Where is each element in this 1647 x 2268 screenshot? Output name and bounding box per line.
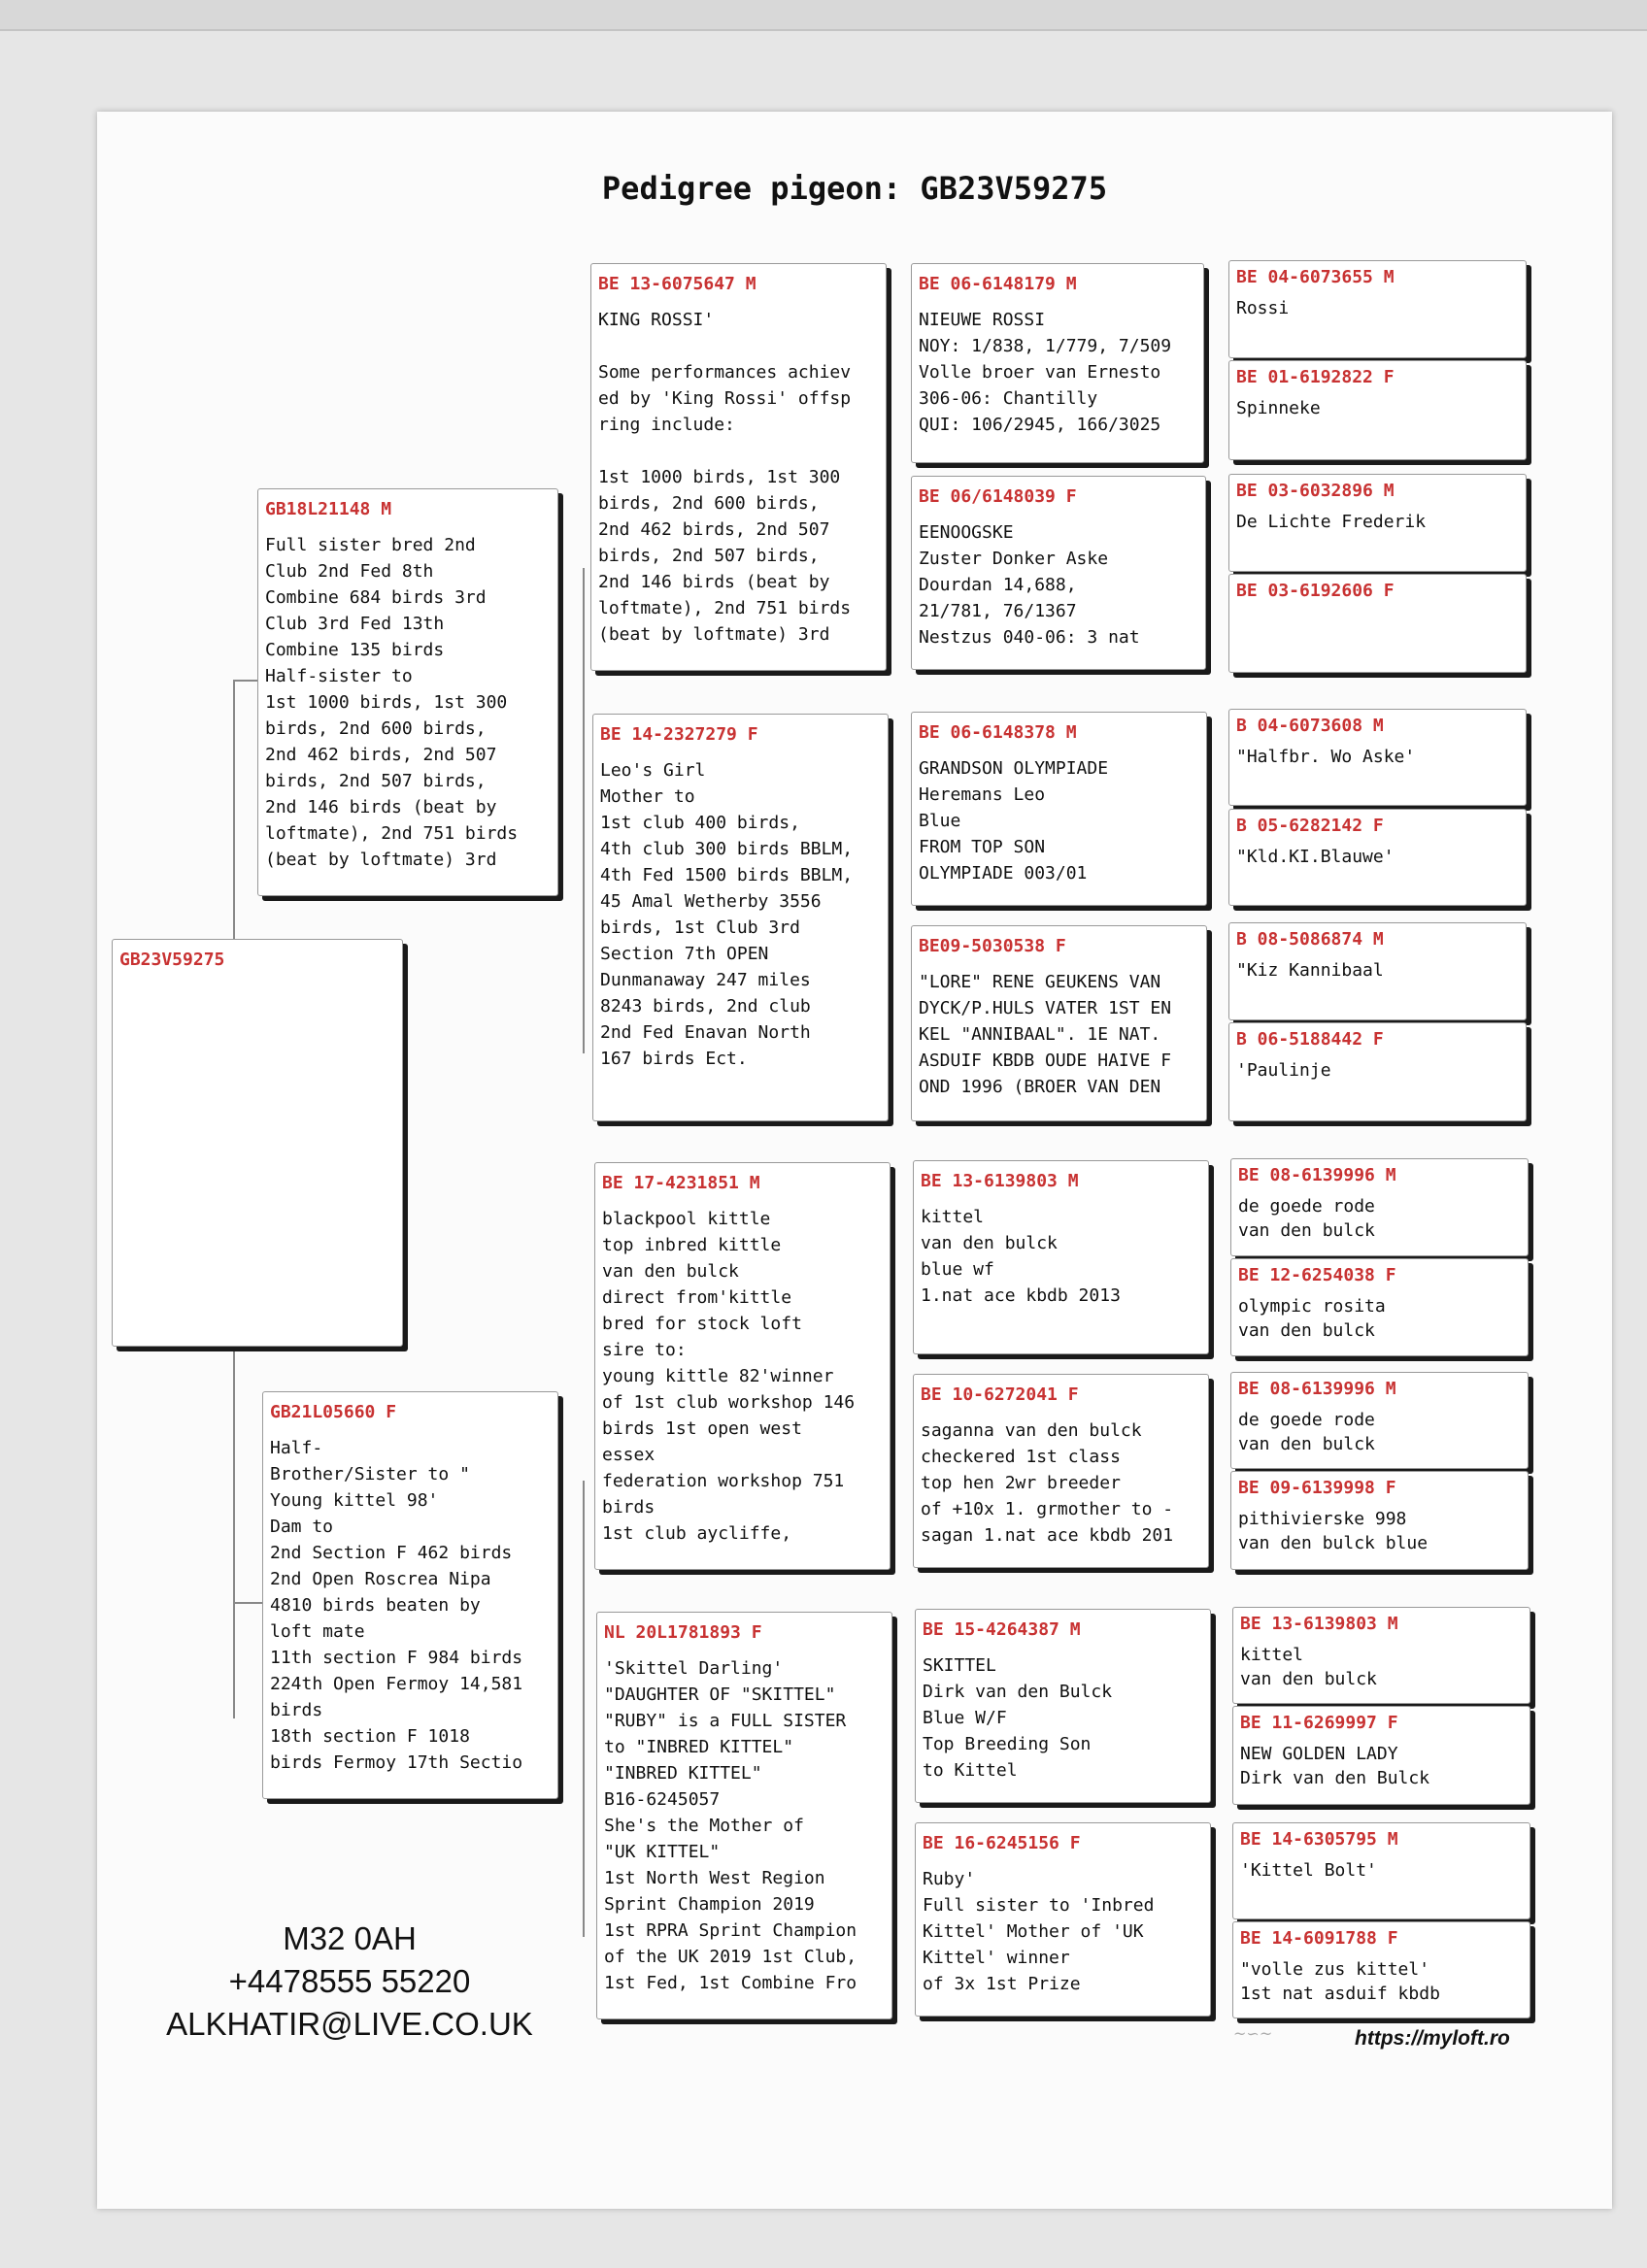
ring-number: B 05-6282142 F xyxy=(1236,816,1384,836)
fourth-gen-card[interactable] xyxy=(1230,1158,1529,1256)
ring-number: BE 01-6192822 F xyxy=(1236,367,1395,387)
ring-number: BE 03-6192606 F xyxy=(1236,581,1395,601)
pigeon-info: "Kld.KI.Blauwe' xyxy=(1236,847,1395,867)
pigeon-info: 'Paulinje xyxy=(1236,1060,1331,1081)
ring-number: BE 13-6139803 M xyxy=(1240,1614,1398,1634)
great-grandparent-card[interactable] xyxy=(911,925,1207,1121)
contact-email: ALKHATIR@LIVE.CO.UK xyxy=(166,2006,533,2042)
ring-number: B 08-5086874 M xyxy=(1236,929,1384,950)
great-grandparent-card[interactable] xyxy=(913,1160,1209,1354)
fourth-gen-card[interactable] xyxy=(1232,1822,1530,1919)
pigeon-info: "Kiz Kannibaal xyxy=(1236,960,1384,981)
connector-line xyxy=(233,1602,262,1604)
pigeon-info: Half- Brother/Sister to " Young kittel 98' Dam to 2nd Section F 462 birds 2nd Open Roscrea Nipa 4810 birds beaten by loft mate 11th section F 984 birds 224th Open Fermoy 14,581 birds 18th section F 1018 birds Fermoy 17th Sectio xyxy=(270,1438,523,1773)
ring-number: BE 15-4264387 M xyxy=(923,1619,1081,1640)
ring-number: BE 12-6254038 F xyxy=(1238,1265,1396,1285)
pigeon-info xyxy=(119,983,398,1344)
fourth-gen-card[interactable] xyxy=(1228,1022,1527,1121)
signature-mark: ~∽~ xyxy=(1233,2024,1273,2043)
ring-number: BE 10-6272041 F xyxy=(921,1384,1079,1405)
pedigree-page xyxy=(97,112,1612,2209)
pigeon-info: NEW GOLDEN LADY Dirk van den Bulck xyxy=(1240,1744,1430,1788)
ring-number: BE 06-6148179 M xyxy=(919,274,1077,294)
ring-number: BE 11-6269997 F xyxy=(1240,1713,1398,1733)
pigeon-info: kittel van den bulck xyxy=(1240,1645,1377,1689)
pigeon-info: NIEUWE ROSSI NOY: 1/838, 1/779, 7/509 Volle broer van Ernesto 306-06: Chantilly QUI: 106/2945, 166/3025 xyxy=(919,310,1172,435)
sire-card[interactable] xyxy=(257,488,558,896)
ring-number: BE 04-6073655 M xyxy=(1236,267,1395,287)
pigeon-info: SKITTEL Dirk van den Bulck Blue W/F Top Breeding Son to Kittel xyxy=(923,1655,1113,1781)
great-grandparent-card[interactable] xyxy=(911,476,1206,670)
ring-number: BE 08-6139996 M xyxy=(1238,1379,1396,1399)
ring-number: BE 08-6139996 M xyxy=(1238,1165,1396,1185)
ring-number: BE 14-6305795 M xyxy=(1240,1829,1398,1850)
fourth-gen-card[interactable] xyxy=(1232,1607,1530,1704)
pigeon-info: kittel van den bulck blue wf 1.nat ace kbdb 2013 xyxy=(921,1207,1121,1306)
grandparent-card[interactable] xyxy=(590,263,887,671)
pigeon-info: de goede rode van den bulck xyxy=(1238,1196,1375,1241)
fourth-gen-card[interactable] xyxy=(1230,1471,1529,1570)
ring-number: NL 20L1781893 F xyxy=(604,1622,762,1643)
fourth-gen-card[interactable] xyxy=(1228,574,1527,673)
fourth-gen-card[interactable] xyxy=(1230,1258,1529,1356)
fourth-gen-card[interactable] xyxy=(1232,1921,1530,2018)
fourth-gen-card[interactable] xyxy=(1228,809,1527,906)
pigeon-info: Rossi xyxy=(1236,298,1290,318)
pigeon-info: "volle zus kittel' 1st nat asduif kbdb xyxy=(1240,1959,1440,2004)
grandparent-card[interactable] xyxy=(594,1162,891,1570)
connector-line xyxy=(583,1481,585,1937)
ring-number: B 04-6073608 M xyxy=(1236,716,1384,736)
great-grandparent-card[interactable] xyxy=(911,712,1207,906)
pigeon-info: GRANDSON OLYMPIADE Heremans Leo Blue FROM TOP SON OLYMPIADE 003/01 xyxy=(919,758,1109,884)
pigeon-info: EENOOGSKE Zuster Donker Aske Dourdan 14,688, 21/781, 76/1367 Nestzus 040-06: 3 nat xyxy=(919,522,1140,648)
grandparent-card[interactable] xyxy=(596,1612,892,2019)
pigeon-info: Leo's Girl Mother to 1st club 400 birds, 4th club 300 birds BBLM, 4th Fed 1500 birds BBLM, 45 Amal Wetherby 3556 birds, 1st Club 3rd Section 7th OPEN Dunmanaway 247 miles 8243 birds, 2nd club 2nd Fed Enavan North 167 birds Ect. xyxy=(600,760,854,1069)
fourth-gen-card[interactable] xyxy=(1228,709,1527,806)
great-grandparent-card[interactable] xyxy=(911,263,1204,463)
ring-number: BE 14-6091788 F xyxy=(1240,1928,1398,1949)
ring-number: BE 09-6139998 F xyxy=(1238,1478,1396,1498)
pigeon-info: saganna van den bulck checkered 1st class top hen 2wr breeder of +10x 1. grmother to - sagan 1.nat ace kbdb 201 xyxy=(921,1420,1174,1546)
ring-number: BE 06/6148039 F xyxy=(919,486,1077,507)
ring-number: BE 14-2327279 F xyxy=(600,724,758,745)
pigeon-info: olympic rosita van den bulck xyxy=(1238,1296,1386,1341)
fourth-gen-card[interactable] xyxy=(1230,1372,1529,1469)
ring-number: B 06-5188442 F xyxy=(1236,1029,1384,1050)
fourth-gen-card[interactable] xyxy=(1228,360,1527,460)
grandparent-card[interactable] xyxy=(592,714,889,1121)
fourth-gen-card[interactable] xyxy=(1228,474,1527,572)
pigeon-info: De Lichte Frederik xyxy=(1236,512,1427,532)
page-title: Pedigree pigeon: GB23V59275 xyxy=(601,170,1108,207)
ring-number: BE 06-6148378 M xyxy=(919,722,1077,743)
ring-number: BE 13-6139803 M xyxy=(921,1171,1079,1191)
ring-number: BE 17-4231851 M xyxy=(602,1173,760,1193)
subject-card[interactable] xyxy=(112,939,403,1347)
great-grandparent-card[interactable] xyxy=(913,1374,1209,1568)
pigeon-info: 'Kittel Bolt' xyxy=(1240,1860,1377,1881)
ring-number: GB18L21148 M xyxy=(265,499,392,519)
connector-line xyxy=(583,568,585,1053)
ring-number: GB21L05660 F xyxy=(270,1402,397,1422)
pigeon-info: de goede rode van den bulck xyxy=(1238,1410,1375,1454)
pigeon-info: 'Skittel Darling' "DAUGHTER OF "SKITTEL" "RUBY" is a FULL SISTER to "INBRED KITTEL" "INBRED KITTEL" B16-6245057 She's the Mother of "UK KITTEL" 1st North West Region Sprint Champion 2019 1st RPRA Sprint Champion of the UK 2019 1st Club, 1st Fed, 1st Combine Fro xyxy=(604,1658,857,1993)
ring-number: GB23V59275 xyxy=(119,950,225,970)
ring-number: BE 03-6032896 M xyxy=(1236,481,1395,501)
pigeon-info xyxy=(1236,610,1522,670)
pigeon-info: Spinneke xyxy=(1236,398,1321,418)
ring-number: BE 13-6075647 M xyxy=(598,274,756,294)
scan-edge xyxy=(0,0,1647,31)
pigeon-info: "Halfbr. Wo Aske' xyxy=(1236,747,1416,767)
great-grandparent-card[interactable] xyxy=(915,1822,1211,2017)
pigeon-info: pithivierske 998 van den bulck blue xyxy=(1238,1509,1429,1553)
fourth-gen-card[interactable] xyxy=(1232,1706,1530,1805)
contact-postcode: M32 0AH xyxy=(283,1920,417,1956)
pigeon-info: KING ROSSI' Some performances achiev ed by 'King Rossi' offsp ring include: 1st 1000 birds, 1st 300 birds, 2nd 600 birds, 2nd 462 birds, 2nd 507 birds, 2nd 507 birds, 2nd 146 birds (beat by loftmate), 2nd 751 birds (beat by loftmate) 3rd xyxy=(598,310,852,645)
pigeon-info: Ruby' Full sister to 'Inbred Kittel' Mother of 'UK Kittel' winner of 3x 1st Prize xyxy=(923,1869,1155,1994)
contact-phone: +4478555 55220 xyxy=(228,1963,471,1999)
pigeon-info: "LORE" RENE GEUKENS VAN DYCK/P.HULS VATER 1ST EN KEL "ANNIBAAL". 1E NAT. ASDUIF KBDB OUDE HAIVE F OND 1996 (BROER VAN DEN xyxy=(919,972,1172,1097)
pigeon-info: blackpool kittle top inbred kittle van den bulck direct from'kittle bred for stock loft sire to: young kittle 82'winner of 1st club workshop 146 birds 1st open west essex federation workshop 751 birds 1st club aycliffe, xyxy=(602,1209,856,1544)
ring-number: BE 16-6245156 F xyxy=(923,1833,1081,1853)
fourth-gen-card[interactable] xyxy=(1228,260,1527,358)
footer-url-link[interactable]: https://myloft.ro xyxy=(1355,2027,1510,2050)
pigeon-info: Full sister bred 2nd Club 2nd Fed 8th Combine 684 birds 3rd Club 3rd Fed 13th Combine 135 birds Half-sister to 1st 1000 birds, 1st 300 birds, 2nd 600 birds, 2nd 462 birds, 2nd 507 birds, 2nd 507 birds, 2nd 146 birds (beat by loftmate), 2nd 751 birds (beat by loftmate) 3rd xyxy=(265,535,519,870)
contact-block xyxy=(146,1918,554,2046)
fourth-gen-card[interactable] xyxy=(1228,922,1527,1020)
ring-number: BE09-5030538 F xyxy=(919,936,1066,956)
great-grandparent-card[interactable] xyxy=(915,1609,1211,1803)
dam-card[interactable] xyxy=(262,1391,558,1799)
